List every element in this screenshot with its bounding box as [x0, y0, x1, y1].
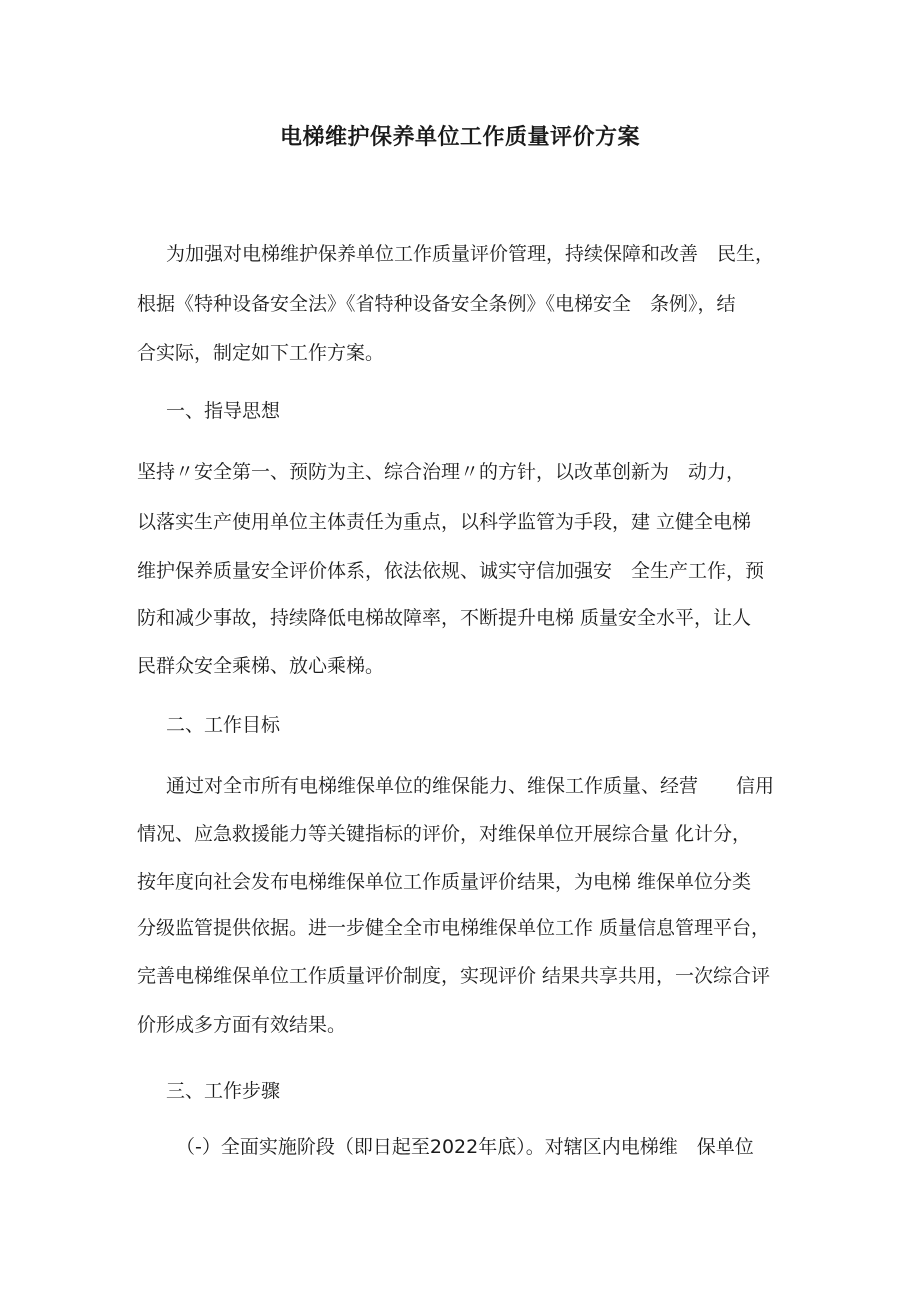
document-title: 电梯维护保养单位工作质量评价方案	[279, 125, 640, 150]
section-3-item-1: （-）全面实施阶段（即日起至2022年底）。对辖区内电梯维 保单位	[176, 1136, 754, 1158]
section-2-line-3: 按年度向社会发布电梯维保单位工作质量评价结果，为电梯 维保单位分类	[137, 871, 752, 893]
section-1-line-1: 坚持〃安全第一、预防为主、综合治理〃的方针，以改革创新为 动力，	[137, 461, 746, 483]
section-2-line-4: 分级监管提供依据。进一步健全全市电梯维保单位工作 质量信息管理平台，	[137, 917, 771, 939]
intro-line-3: 合实际，制定如下工作方案。	[137, 342, 385, 364]
section-2-line-6: 价形成多方面有效结果。	[137, 1014, 347, 1036]
section-1-line-5: 民群众安全乘梯、放心乘梯。	[137, 655, 385, 677]
intro-line-1: 为加强对电梯维护保养单位工作质量评价管理，持续保障和改善 民生，	[166, 243, 775, 265]
section-1-line-2: 以落实生产使用单位主体责任为重点，以科学监管为手段，建 立健全电梯	[137, 511, 752, 533]
section-2-line-5: 完善电梯维保单位工作质量评价制度，实现评价 结果共享共用，一次综合评	[137, 965, 771, 987]
section-3-heading: 三、工作步骤	[166, 1080, 281, 1102]
section-2-heading: 二、工作目标	[166, 714, 281, 736]
section-1-line-3: 维护保养质量安全评价体系，依法依规、诚实守信加强安 全生产工作，预	[137, 560, 765, 582]
section-2-line-1: 通过对全市所有电梯维保单位的维保能力、维保工作质量、经营 信用	[166, 775, 775, 797]
section-1-line-4: 防和减少事故，持续降低电梯故障率，不断提升电梯 质量安全水平，让人	[137, 607, 752, 629]
intro-line-2: 根据《特种设备安全法》《省特种设备安全条例》《电梯安全 条例》，结	[137, 293, 736, 315]
section-1-heading: 一、指导思想	[166, 400, 281, 422]
section-2-line-2: 情况、应急救援能力等关键指标的评价，对维保单位开展综合量 化计分，	[137, 823, 752, 845]
